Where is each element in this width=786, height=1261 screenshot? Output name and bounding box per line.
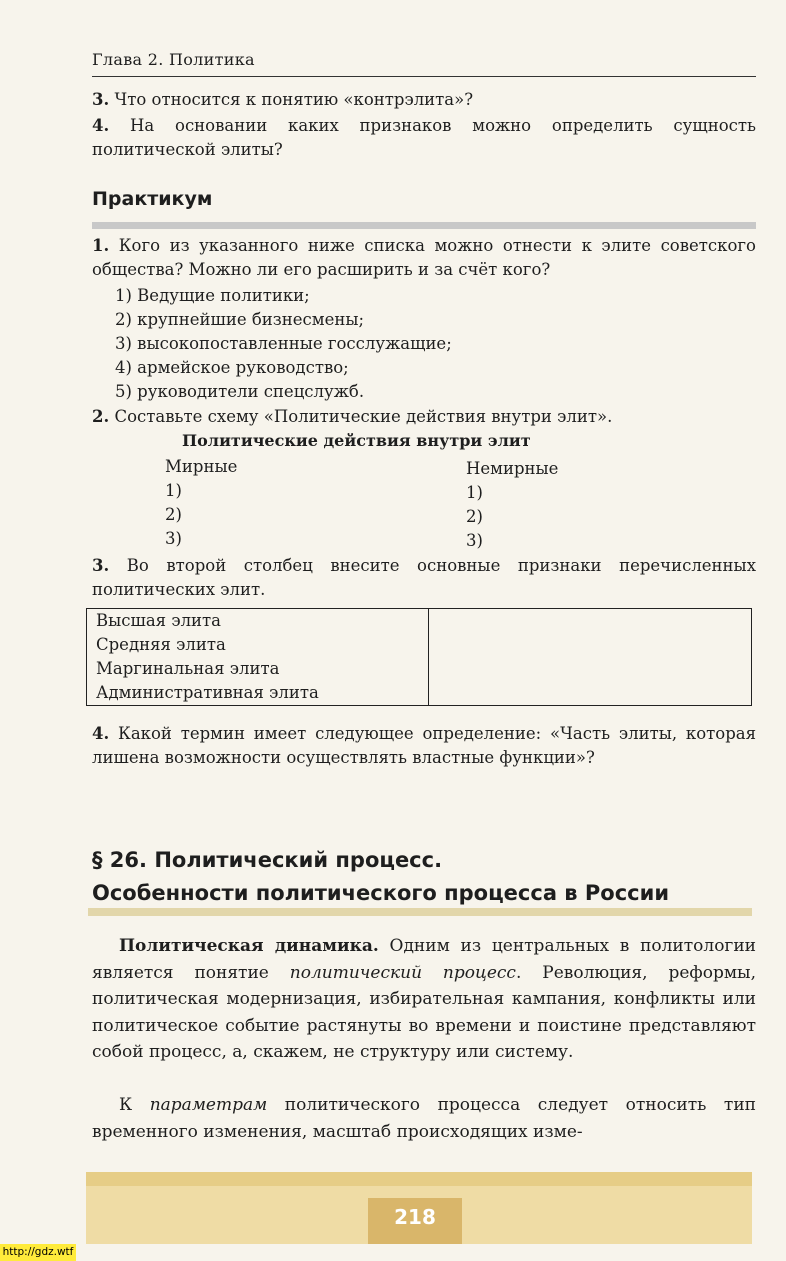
chapter-header: Глава 2. Политика xyxy=(92,50,255,69)
scheme-item: 2) xyxy=(165,505,182,524)
task-text: Кого из указанного ниже списка можно отнести к элите советского общества? Можно ли его расширить и за счёт кого? xyxy=(92,236,756,279)
list-item: 4) армейское руководство; xyxy=(115,358,349,377)
list-item: 5) руководители спецслужб. xyxy=(115,382,365,401)
watermark-link[interactable]: http://gdz.wtf xyxy=(0,1244,76,1261)
task-1 xyxy=(92,234,756,282)
scheme-column-heading: Мирные xyxy=(165,457,238,476)
scheme-item: 1) xyxy=(466,483,483,502)
task-3 xyxy=(92,554,756,602)
scheme-item: 2) xyxy=(466,507,483,526)
task-number: 2. xyxy=(92,407,110,426)
elite-candidate-list xyxy=(115,284,452,404)
practicum-divider xyxy=(92,222,756,229)
scheme-column-heading: Немирные xyxy=(466,459,559,478)
question-text: На основании каких признаков можно определить сущность политической элиты? xyxy=(92,116,756,159)
question-4 xyxy=(92,114,756,162)
list-item: 1) Ведущие политики; xyxy=(115,286,310,305)
footer-stripe xyxy=(86,1172,752,1186)
task-text: Какой термин имеет следующее определение: «Часть элиты, которая лишена возможности осуществлять властные функции»? xyxy=(92,724,756,767)
table-row: Высшая элита xyxy=(96,611,222,630)
page-number: 218 xyxy=(394,1205,436,1229)
practicum-title: Практикум xyxy=(92,188,213,210)
section-title xyxy=(92,844,756,910)
task-4 xyxy=(92,722,756,770)
paragraph-political-dynamics xyxy=(92,933,756,1066)
scheme-nonpeaceful-column xyxy=(466,457,558,553)
question-3 xyxy=(92,88,756,112)
header-rule xyxy=(92,76,756,77)
task-number: 4. xyxy=(92,724,110,743)
paragraph-parameters xyxy=(92,1092,756,1145)
table-row: Административная элита xyxy=(96,683,319,702)
task-2 xyxy=(92,405,756,429)
task-text: Во второй столбец внесите основные признаки перечисленных политических элит. xyxy=(92,556,756,599)
scheme-peaceful-column xyxy=(165,455,237,551)
table-row: Средняя элита xyxy=(96,635,226,654)
paragraph-text: . Революция, реформы, политическая модернизация, избирательная кампания, конфликты или политическое событие растянуты во времени и поистине представляют собой процесс, а, скажем, не структуру или систему. xyxy=(92,962,756,1062)
paragraph-text: К xyxy=(119,1095,150,1115)
scheme-item: 3) xyxy=(165,529,182,548)
paragraph-lead: Политическая динамика. xyxy=(119,936,379,956)
list-item: 3) высокопоставленные госслужащие; xyxy=(115,334,452,353)
section-divider xyxy=(88,908,752,916)
features-answer-cell xyxy=(429,609,752,706)
question-number: 3. xyxy=(92,90,110,109)
paragraph-text: политического процесса следует относить тип временного изменения, масштаб происходящих изме- xyxy=(92,1095,756,1142)
paragraph-term: параметрам xyxy=(149,1095,268,1115)
scheme-item: 3) xyxy=(466,531,483,550)
question-number: 4. xyxy=(92,116,110,135)
list-item: 2) крупнейшие бизнесмены; xyxy=(115,310,365,329)
table-row: Маргинальная элита xyxy=(96,659,280,678)
section-title-line-1: § 26. Политический процесс. xyxy=(92,848,443,872)
task-number: 1. xyxy=(92,236,110,255)
paragraph-term: политический процесс xyxy=(289,962,516,983)
scheme-item: 1) xyxy=(165,481,182,500)
paragraph-text: Одним из центральных в политологии является понятие xyxy=(92,936,757,983)
question-text: Что относится к понятию «контрэлита»? xyxy=(114,90,474,109)
task-number: 3. xyxy=(92,556,110,575)
elite-types-cell xyxy=(87,609,429,706)
elite-features-table xyxy=(86,608,752,706)
task-text: Составьте схему «Политические действия внутри элит». xyxy=(114,407,613,426)
scheme-title: Политические действия внутри элит xyxy=(182,431,531,450)
section-title-line-2: Особенности политического процесса в России xyxy=(92,881,670,905)
